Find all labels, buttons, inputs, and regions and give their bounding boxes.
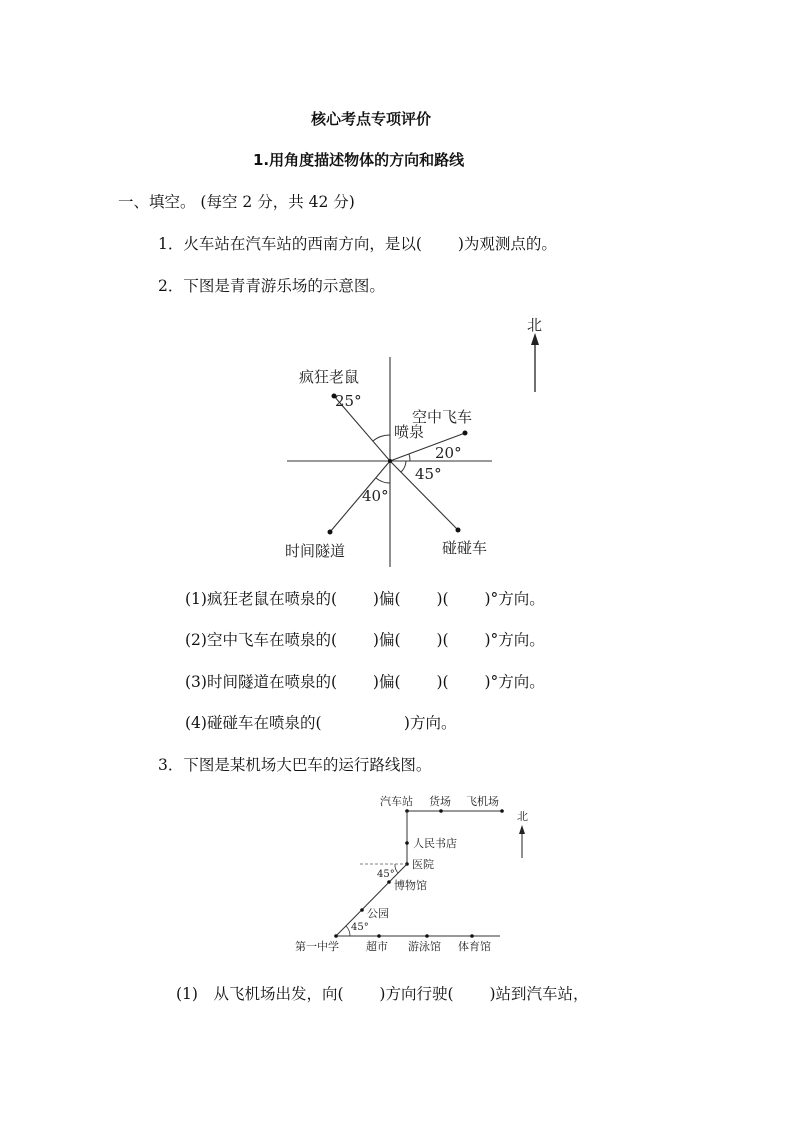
- page-title: 核心考点专项评价: [311, 110, 432, 128]
- label-museum: 博物馆: [394, 879, 427, 892]
- bus-route-diagram: [290, 788, 540, 958]
- arc-45: [401, 461, 406, 472]
- angle-25: 25°: [335, 392, 362, 410]
- amusement-park-diagram: [270, 305, 543, 570]
- route-arc-upper: [395, 864, 398, 873]
- question-1: 1．火车站在汽车站的西南方向，是以( )为观测点的。: [158, 235, 557, 253]
- label-bookstore: 人民书店: [413, 837, 457, 850]
- route-arc-lower: [346, 926, 350, 936]
- angle-40: 40°: [362, 487, 389, 505]
- point-plane: [463, 431, 468, 436]
- label-bumper: 碰碰车: [442, 539, 488, 557]
- arc-20: [409, 454, 410, 461]
- label-freight: 货场: [429, 795, 451, 808]
- label-school: 第一中学: [295, 940, 339, 953]
- label-market: 超市: [366, 940, 388, 953]
- question-2-2: (2)空中飞车在喷泉的( )偏( )( )°方向。: [185, 631, 545, 649]
- route-north-label: 北: [517, 810, 528, 823]
- route-north-arrow-head-icon: [519, 825, 525, 834]
- section-heading: 一、填空。 (每空 2 分，共 42 分): [118, 193, 355, 211]
- route-diagonal-segment: [336, 864, 407, 936]
- label-bus-station: 汽车站: [380, 795, 413, 808]
- route-angle-upper: 45°: [377, 869, 395, 880]
- point-tunnel: [328, 530, 333, 535]
- question-2-1: (1)疯狂老鼠在喷泉的( )偏( )( )°方向。: [185, 590, 545, 608]
- question-2: 2．下图是青青游乐场的示意图。: [158, 277, 385, 295]
- label-hospital: 医院: [412, 858, 434, 871]
- question-2-4: (4)碰碰车在喷泉的( )方向。: [185, 714, 457, 732]
- label-pool: 游泳馆: [408, 940, 441, 953]
- question-2-3: (3)时间隧道在喷泉的( )偏( )( )°方向。: [185, 673, 545, 691]
- label-mouse: 疯狂老鼠: [299, 368, 360, 386]
- label-gym: 体育馆: [458, 940, 491, 953]
- label-park: 公园: [367, 907, 389, 920]
- angle-20: 20°: [435, 444, 462, 462]
- route-angle-lower: 45°: [351, 922, 369, 933]
- page-subtitle: 1.用角度描述物体的方向和路线: [253, 151, 465, 169]
- north-arrow-head-icon: [531, 333, 539, 345]
- question-3-1: (1) 从飞机场出发，向( )方向行驶( )站到汽车站，: [176, 985, 589, 1003]
- point-fountain: [388, 459, 392, 463]
- question-3: 3．下图是某机场大巴车的运行路线图。: [158, 756, 432, 774]
- arc-25: [373, 435, 390, 441]
- label-airport: 飞机场: [466, 795, 499, 808]
- arc-40: [376, 478, 390, 483]
- label-fountain: 喷泉: [394, 423, 425, 441]
- north-label: 北: [527, 316, 543, 334]
- label-plane: 空中飞车: [412, 408, 473, 426]
- angle-45: 45°: [415, 465, 442, 483]
- point-bumper: [456, 528, 461, 533]
- label-tunnel: 时间隧道: [285, 542, 346, 560]
